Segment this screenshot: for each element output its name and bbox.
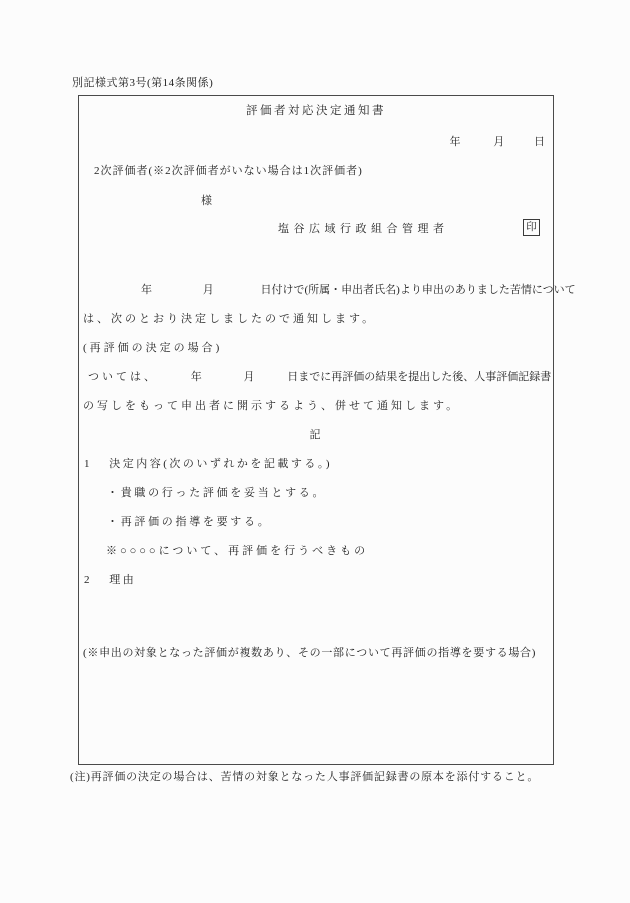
- date-line: [450, 135, 546, 150]
- body-paragraph-2-line-1: [88, 370, 551, 385]
- decision-option-note: ※○○○○について、再評価を行うべきもの: [106, 545, 369, 557]
- ki-record-marker: 記: [309, 429, 323, 441]
- para1-year-label: 年: [141, 284, 152, 296]
- item-2-reason: [84, 573, 136, 588]
- addressee-line: 2次評価者(※2次評価者がいない場合は1次評価者): [94, 165, 363, 177]
- date-day-label: 日: [534, 136, 545, 148]
- attachment-note: (注)再評価の決定の場合は、苦情の対象となった人事評価記録書の原本を添付すること。: [70, 771, 540, 783]
- item-2-label: 理由: [109, 574, 137, 586]
- seal-stamp-placeholder: 印: [523, 219, 540, 236]
- para2-year-label: 年: [190, 371, 202, 383]
- partial-reevaluation-footnote: (※申出の対象となった評価が複数あり、その一部について再評価の指導を要する場合): [83, 647, 537, 659]
- body-paragraph-2-line-2: の写しをもって申出者に開示するよう、併せて通知します。: [83, 400, 461, 412]
- para1-text: 日付けで(所属・申出者氏名)より申出のありました苦情について: [260, 284, 576, 296]
- document-frame: [78, 95, 576, 765]
- item-1-label: 決定内容(次のいずれかを記載する。): [109, 458, 333, 470]
- item-1-decision-content: [84, 457, 332, 472]
- decision-option-1: ・貴職の行った評価を妥当とする。: [107, 487, 327, 499]
- body-paragraph-1-line-1: [83, 283, 576, 298]
- form-number-label: 別記様式第3号(第14条関係): [72, 77, 214, 89]
- reevaluation-case-heading: (再評価の決定の場合): [83, 342, 223, 354]
- para2-lead-text: ついては、: [88, 371, 158, 383]
- decision-option-2: ・再評価の指導を要する。: [107, 516, 272, 528]
- para2-month-label: 月: [243, 371, 255, 383]
- item-2-number: 2: [84, 574, 92, 586]
- date-month-label: 月: [493, 136, 505, 148]
- item-1-number: 1: [84, 458, 92, 470]
- sender-name: 塩谷広域行政組合管理者: [278, 223, 449, 235]
- date-year-label: 年: [449, 136, 461, 148]
- para2-text: 日までに再評価の結果を提出した後、人事評価記録書: [287, 371, 552, 383]
- body-paragraph-1-line-2: は、次のとおり決定しましたので通知します。: [83, 313, 377, 325]
- document-title: 評価者対応決定通知書: [246, 105, 386, 117]
- para1-month-label: 月: [202, 284, 214, 296]
- honorific-sama: 様: [201, 195, 213, 207]
